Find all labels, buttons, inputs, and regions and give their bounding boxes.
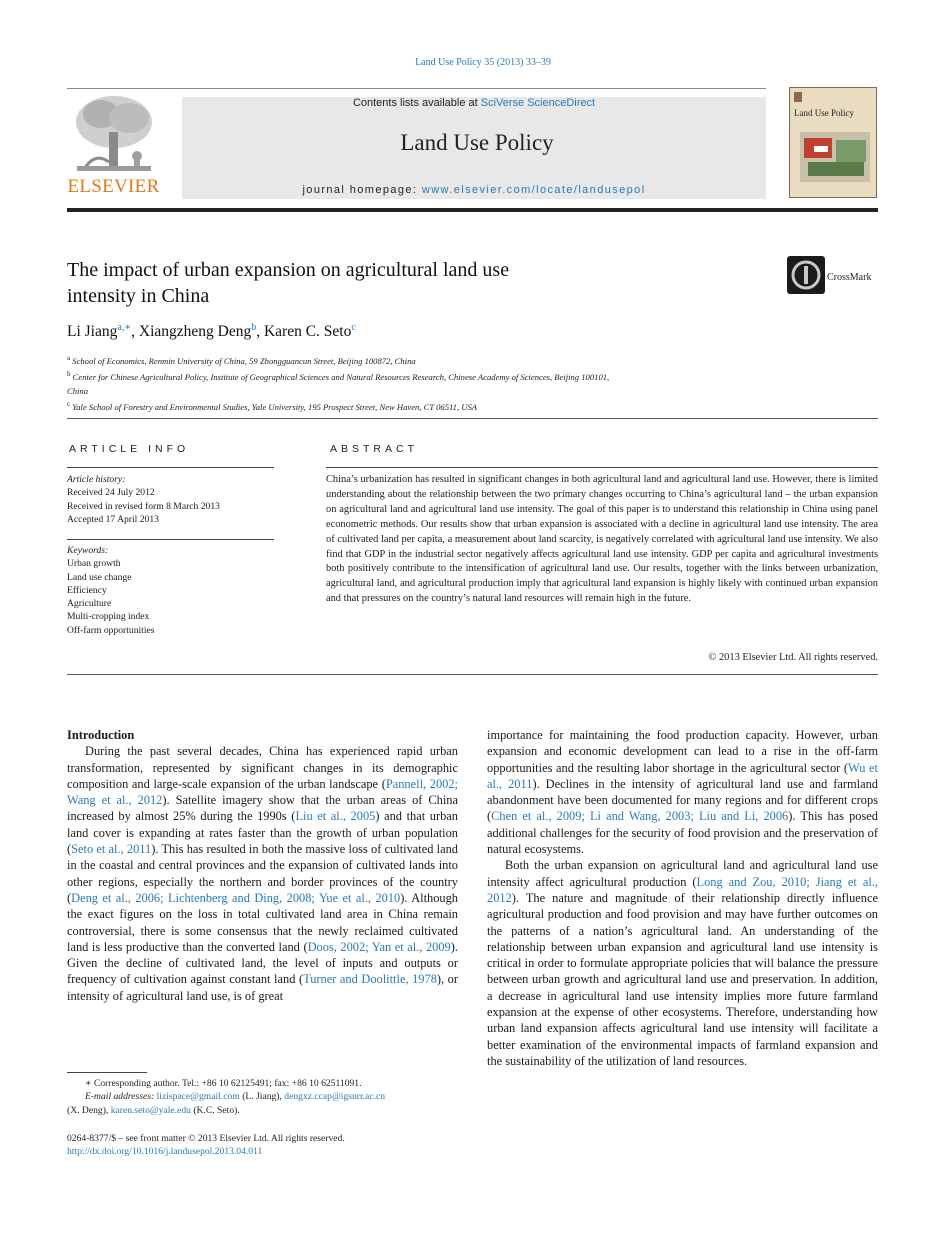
keyword: Urban growth xyxy=(67,558,121,570)
abstract-copyright: © 2013 Elsevier Ltd. All rights reserved. xyxy=(708,652,878,663)
email-link[interactable]: dengxz.ccap@igsnrr.ac.cn xyxy=(284,1091,386,1103)
keywords xyxy=(67,544,277,637)
divider xyxy=(326,467,878,468)
author-affiliation-marker[interactable]: b xyxy=(251,322,257,333)
paragraph-text: During the past several decades, China has experienced rapid urban transformation, represented by significant changes in its demographic composition and large-scale expansion of the urban landscape ( xyxy=(67,744,458,791)
affiliation-text: School of Economics, Renmin University of China, 59 Zhongguancun Street, Beijing 100872, China xyxy=(72,355,416,366)
divider xyxy=(67,539,274,540)
footnote-rule xyxy=(67,1072,147,1073)
affiliation-text: Center for Chinese Agricultural Policy, Institute of Geographical Sciences and Natural Resources Research, Chinese Academy of Sciences, Beijing 100101, xyxy=(72,372,610,383)
keyword: Multi-cropping index xyxy=(67,611,150,623)
elsevier-logo[interactable] xyxy=(67,92,160,200)
contents-line xyxy=(182,97,766,109)
affiliation-text: China xyxy=(67,385,89,396)
citation-link[interactable]: Chen et al., 2009; Li and Wang, 2003; Liu and Li, 2006 xyxy=(491,809,789,824)
email-link[interactable]: karen.seto@yale.edu xyxy=(110,1104,191,1116)
paragraph-text: importance for maintaining the food production capacity. However, urban expansion and economic development can lead to a rise in the off-farm opportunities and the resulting labor shortage in the agricultural sector ( xyxy=(487,728,878,775)
body-column-left xyxy=(67,727,458,1004)
affiliation-text: Yale School of Forestry and Environmental Studies, Yale University, 195 Prospect Street, New Haven, CT 06511, USA xyxy=(72,402,478,413)
journal-reference[interactable]: Land Use Policy 35 (2013) 33–39 xyxy=(415,57,551,68)
divider xyxy=(67,418,878,419)
citation-link[interactable]: Liu et al., 2005 xyxy=(295,809,376,824)
elsevier-wordmark: ELSEVIER xyxy=(67,176,160,197)
affiliations xyxy=(67,352,767,415)
issn-line: 0264-8377/$ – see front matter © 2013 Elsevier Ltd. All rights reserved. xyxy=(67,1133,345,1144)
crossmark-badge[interactable] xyxy=(787,256,879,296)
contents-prefix: Contents lists available at xyxy=(352,97,478,109)
elsevier-tree-icon xyxy=(71,92,157,176)
history-label: Article history: xyxy=(67,474,126,485)
article-title-line1: The impact of urban expansion on agricultural land use xyxy=(67,259,510,281)
homepage-link[interactable]: www.elsevier.com/locate/landusepol xyxy=(421,184,646,196)
author-list: Li Jiang$^{a,∗}$, Xiangzheng Deng$^b$, Karen C. Seto$^c$ xyxy=(67,322,356,341)
keywords-label: Keywords: xyxy=(67,545,109,556)
author-name[interactable]: Karen C. Seto xyxy=(263,323,352,341)
header-top-rule xyxy=(67,88,766,89)
keyword: Efficiency xyxy=(67,584,107,596)
paragraph xyxy=(487,727,878,857)
paragraph xyxy=(487,857,878,1069)
doi-link[interactable]: http://dx.doi.org/10.1016/j.landusepol.2013.04.011 xyxy=(67,1146,263,1158)
citation-link[interactable]: Wu et al., 2011 xyxy=(487,760,878,791)
homepage-prefix: journal homepage: xyxy=(302,184,418,196)
affiliation-continuation xyxy=(67,385,767,399)
paragraph-text: ). Given the decline of cultivated land, the level of inputs and outputs or frequency of cultivation against constant land ( xyxy=(67,939,458,987)
citation-link[interactable]: Doos, 2002; Yan et al., 2009 xyxy=(307,939,451,954)
email-owner: (K.C. Seto). xyxy=(193,1104,240,1116)
email-owner: (L. Jiang), xyxy=(242,1091,282,1103)
cover-title: Land Use Policy xyxy=(794,108,854,118)
header-bottom-rule xyxy=(67,208,878,212)
paragraph xyxy=(67,743,458,1004)
article-info-heading: ARTICLE INFO xyxy=(69,443,190,455)
paragraph-text: ) and that urban land cover is expanding at rates faster than the growth of urban population ( xyxy=(67,809,458,857)
affiliation xyxy=(67,398,767,414)
affiliation-marker: c xyxy=(67,400,71,409)
email-addresses xyxy=(67,1090,458,1103)
email-label: E-mail addresses: xyxy=(85,1091,155,1103)
affiliation-marker: a xyxy=(67,354,71,362)
citation-link[interactable]: Pannell, 2002; Wang et al., 2012 xyxy=(67,776,459,808)
email-owner: (X. Deng), xyxy=(67,1104,109,1116)
paragraph-text: ). Declines in the intensity of agricultural land use and farmland abandonment have been documented for many regions and for different crops ( xyxy=(487,776,878,824)
corresponding-author-note: ∗ Corresponding author. Tel.: +86 10 62125491; fax: +86 10 62511091. xyxy=(85,1078,362,1089)
citation-link[interactable]: Seto et al., 2011 xyxy=(71,842,152,857)
affiliation xyxy=(67,352,767,368)
section-heading: Introduction xyxy=(67,728,135,742)
cover-art-icon xyxy=(790,88,876,197)
divider xyxy=(67,674,878,675)
author-name[interactable]: Xiangzheng Deng xyxy=(138,323,252,341)
history-item: Accepted 17 April 2013 xyxy=(67,513,159,525)
paragraph-text: ). Satellite imagery show that the urban areas of China increased by almost 25% during the 1990s ( xyxy=(67,793,458,824)
citation-link[interactable]: Deng et al., 2006; Lichtenberg and Ding, 2008; Yue et al., 2010 xyxy=(71,890,401,905)
issn-block xyxy=(67,1132,458,1159)
email-addresses-continued xyxy=(67,1104,458,1117)
history-item: Received 24 July 2012 xyxy=(67,487,155,499)
article-title xyxy=(67,257,707,309)
citation-link[interactable]: Long and Zou, 2010; Jiang et al., 2012 xyxy=(487,874,878,905)
author-name[interactable]: Li Jiang xyxy=(67,323,118,341)
journal-masthead xyxy=(182,97,766,199)
article-title-line2: intensity in China xyxy=(67,285,210,307)
email-link[interactable]: lizispace@gmail.com xyxy=(156,1091,240,1103)
article-history xyxy=(67,473,277,526)
paragraph-text: Both the urban expansion on agricultural land and agricultural land use intensity affect agricultural production ( xyxy=(487,858,878,889)
sciencedirect-link[interactable]: SciVerse ScienceDirect xyxy=(480,97,596,109)
divider xyxy=(67,467,274,468)
body-column-right xyxy=(487,727,878,1069)
history-item: Received in revised form 8 March 2013 xyxy=(67,500,220,512)
affiliation-marker: b xyxy=(67,370,71,379)
keyword: Agriculture xyxy=(67,598,112,610)
paragraph-text: ). Although the exact figures on the loss in total cultivated land area in China remain controversial, there is some consensus that the newly reclaimed cultivated land is less productive than the converted land ( xyxy=(67,890,459,954)
abstract-heading: ABSTRACT xyxy=(330,443,419,455)
paragraph-text: ). This has posed additional challenges for the security of food provision and the preservation of natural ecosystems. xyxy=(487,809,878,857)
author-affiliation-marker[interactable]: c xyxy=(351,322,356,333)
journal-cover-thumbnail[interactable] xyxy=(789,87,877,198)
paragraph-text: ). The nature and magnitude of their relationship directly influence agricultural production and food provision and may have further outcomes on the patterns of a nation’s agricultural land. An understanding of the relationship between urban expansion and agricultural land use intensity is critical in order to formulate appropriate policies that will balance the pressure between urban growth and agricultural land use and preservation. In addition, a decrease in agricultural land use intensity implies more future farmland expansion at the expense of other ecosystems. Therefore, understanding how urban land expansion affects agricultural land use intensity will facilitate a better examination of the environmental impacts of farmland expansion and the sustainability of the utilization of land resources. xyxy=(487,890,878,1068)
footnotes xyxy=(67,1077,458,1117)
keyword: Land use change xyxy=(67,571,132,583)
citation-link[interactable]: Turner and Doolittle, 1978 xyxy=(303,972,437,987)
crossmark-icon xyxy=(787,256,825,294)
homepage-line xyxy=(182,184,766,196)
paragraph-text: ). This has resulted in both the massive loss of cultivated land in the coastal and central provinces and the expansion of cultivated lands into other regions, especially the northern and border provinces of the country ( xyxy=(67,842,458,905)
keyword: Off-farm opportunities xyxy=(67,624,155,636)
crossmark-label: CrossMark xyxy=(827,272,872,283)
author-affiliation-marker[interactable]: a,∗ xyxy=(117,322,132,333)
abstract-text: China’s urbanization has resulted in significant changes in both agricultural land and agricultural land use. However, there is limited understanding about the relationship between the two primary changes occurring to China’s agricultural land – the urban expansion on agricultural land and agricultural land use intensity. The goal of this paper is to understand this relationship in China using panel econometric methods. Our results show that urban expansion is associated with a decline in agricultural land use intensity. The area of cultivated land per capita, a measurement about land scarcity, is negatively correlated with agricultural land use intensity. We also find that GDP in the industrial sector negatively affects agricultural land use intensity. GDP per capita and agricultural investments both positively contribute to the intensification of agricultural land use. Our results, together with the links between urbanization, agricultural land, and agricultural production imply that agricultural land expansion is highly likely with continued urban expansion and that pressures on the country’s natural land resources will remain high in the future. xyxy=(326,474,878,605)
paragraph-text: ), or intensity of agricultural land use, is of great xyxy=(67,972,459,1003)
affiliation xyxy=(67,368,767,384)
journal-title: Land Use Policy xyxy=(400,130,554,155)
